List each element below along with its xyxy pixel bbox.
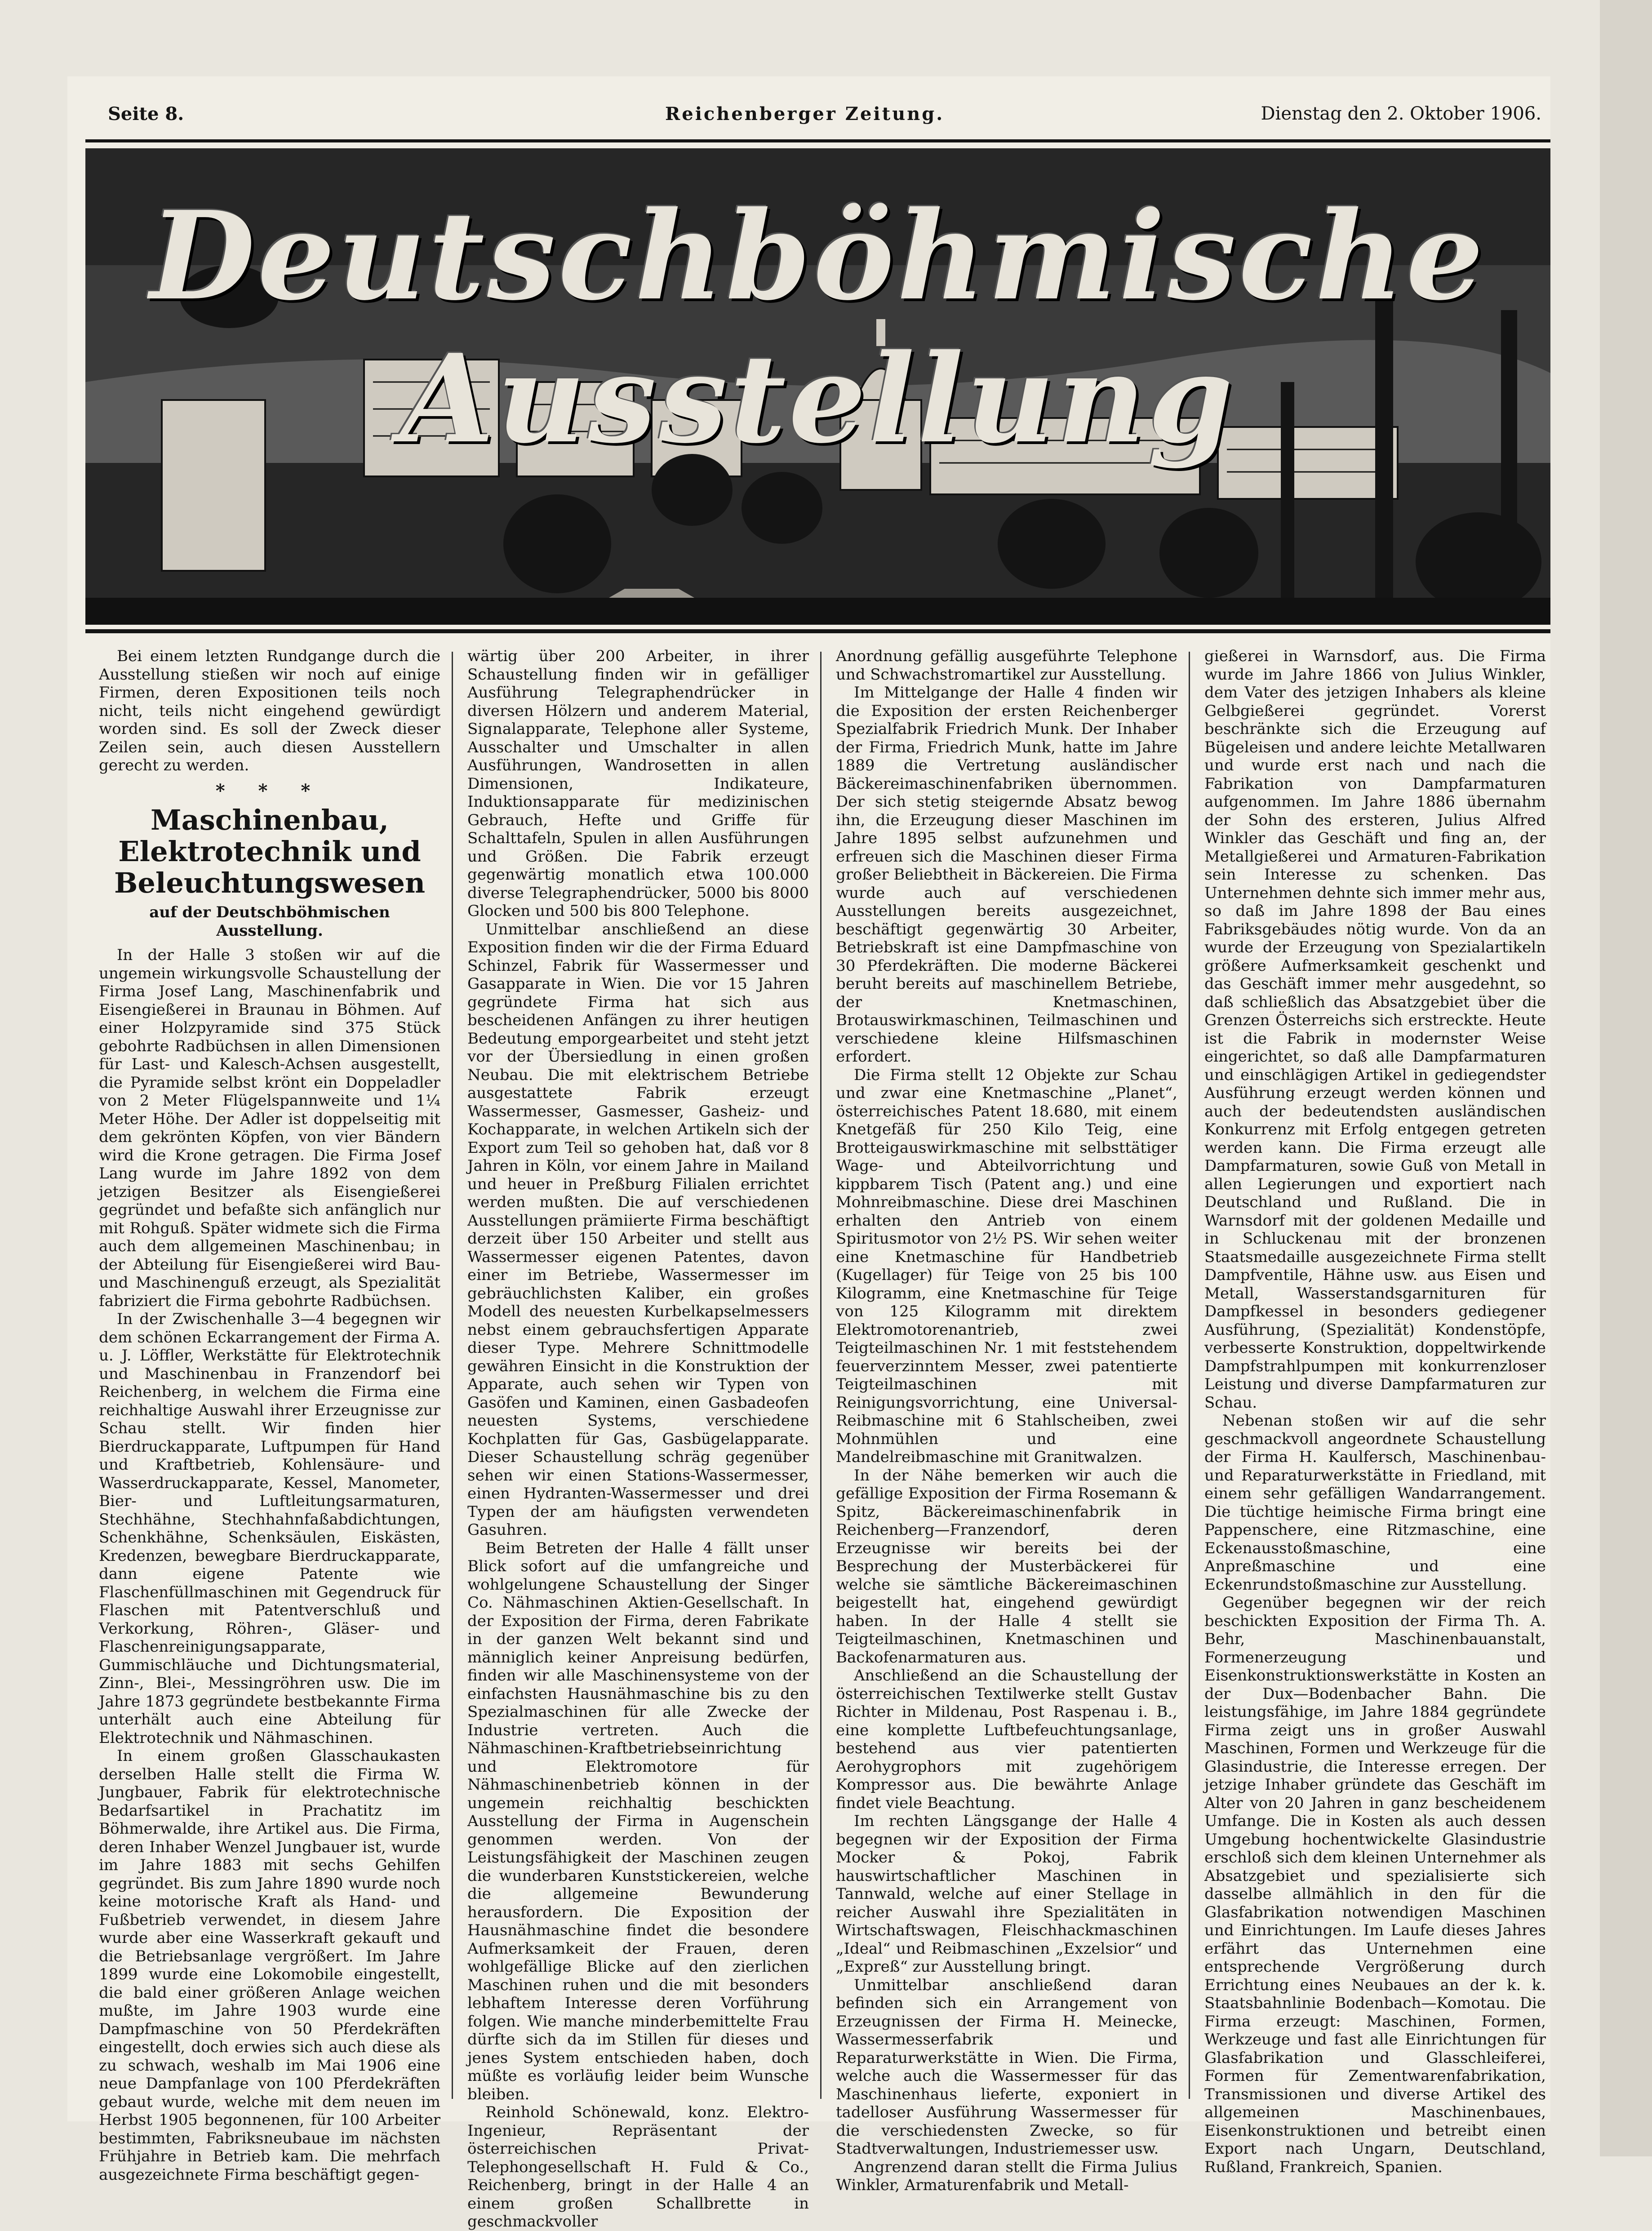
paragraph: In einem großen Glasschaukasten derselben Halle stellt die Firma W. Jungbauer, Fabrik für elektrotechnische Bedarfsartikel in Prachatitz im Böhmerwalde, ihre Artikel aus. Die Firma, deren Inhaber Wenzel Jungbauer ist, wurde im Jahre 1883 mit sechs Gehilfen gegründet. Bis zum Jahre 1890 wurde noch keine motorische Kraft als Hand- und Fußbetrieb verwendet, in diesem Jahre wurde aber eine Wasserkraft gekauft und die Betriebsanlage vergrößert. Im Jahre 1899 wurde eine Lokomobile eingestellt, die bald einer größeren Anlage weichen mußte, im Jahre 1903 wurde eine Dampfmaschine von 50 Pferdekräften eingestellt, doch erwies sich auch diese als zu schwach, weshalb im Mai 1906 eine neue Dampfanlage von 100 Pferdekräften gebaut wurde, welche mit dem neuen im Herbst 1905 begonnenen, für 100 Arbeiter bestimmten, Fabriksneubaue im nächsten Frühjahre in Betrieb kam. Die mehrfach ausgezeichnete Firma beschäftigt gegen- bbox=[99, 1747, 440, 2184]
paragraph: gießerei in Warnsdorf, aus. Die Firma wurde im Jahre 1866 von Julius Winkler, dem Vater des jetzigen Inhabers als kleine Gelbgießerei gegründet. Vorerst beschränkte sich die Erzeugung auf Bügeleisen und andere leichte Metallwaren und wurde erst nach und nach die Fabrikation von Dampfarmaturen aufgenommen. Im Jahre 1886 übernahm der Sohn des ersteren, Julius Alfred Winkler das Geschäft und fing an, der Metallgießerei und Armaturen-Fabrikation sein Interesse zu schenken. Das Unternehmen dehnte sich immer mehr aus, so daß im Jahre 1898 der Bau eines Fabriksgebäudes nötig wurde. Von da an wurde der Erzeugung von Spezialartikeln größere Aufmerksamkeit geschenkt und das Geschäft immer mehr ausgedehnt, so daß schließlich das Absatzgebiet über die Grenzen Österreichs sich erstreckte. Heute ist die Fabrik in modernster Weise eingerichtet, so daß alle Dampfarmaturen und einschlägigen Artikel in gediegendster Ausführung erzeugt werden können und auch der bedeutendsten ausländischen Konkurrenz mit Erfolg entgegen getreten werden kann. Die Firma erzeugt alle Dampfarmaturen, sowie Guß von Metall in allen Legierungen und exportiert nach Deutschland und Rußland. Die in Warnsdorf mit der goldenen Medaille und in Schluckenau mit der bronzenen Staatsmedaille ausgezeichnete Firma stellt Dampfventile, Hähne usw. aus Eisen und Metall, Wasserstandsgarnituren für Dampfkessel in besonders gediegener Ausführung, (Spezialität) Kondenstöpfe, verbesserte Konstruktion, doppeltwirkende Dampfstrahlpumpen mit konkurrenzloser Leistung und diverse Dampfarmaturen zur Schau. bbox=[1204, 647, 1546, 1412]
paragraph: In der Zwischenhalle 3—4 begegnen wir dem schönen Eckarrangement der Firma A. u. J. Löffler, Werkstätte für Elektrotechnik und Maschinenbau in Franzendorf bei Reichenberg, in welchem die Firma eine reichhaltige Auswahl ihrer Erzeugnisse zur Schau stellt. Wir finden hier Bierdruckapparate, Luftpumpen für Hand und Kraftbetrieb, Kohlensäure- und Wasserdruckapparate, Kessel, Manometer, Bier- und Luftleitungsarmaturen, Stechhähne, Stechhahnfaßabdichtungen, Schenkhähne, Schenksäulen, Eiskästen, Kredenzen, bewegbare Bierdruckapparate, dann eigene Patente wie Flaschenfüllmaschinen mit Gegendruck für Flaschen mit Patentverschluß und Verkorkung, Röhren-, Gläser- und Flaschenreinigungsapparate, Gummischläuche und Dichtungsmaterial, Zinn-, Blei-, Messingröhren usw. Die im Jahre 1873 gegründete bestbekannte Firma unterhält auch eine Abteilung für Elektrotechnik und Nähmaschinen. bbox=[99, 1310, 440, 1747]
newspaper-page bbox=[67, 76, 1550, 2231]
paragraph: Im rechten Längsgange der Halle 4 begegnen wir der Exposition der Firma Mocker & Pokoj, Fabrik hauswirtschaftlicher Maschinen in Tannwald, welche auf einer Stellage in reicher Auswahl ihre Spezialitäten in Wirtschaftswagen, Fleischhackmaschinen „Ideal“ und Reibmaschinen „Exzelsior“ und „Expreß“ zur Ausstellung bringt. bbox=[836, 1812, 1177, 1976]
newspaper-name: Reichenberger Zeitung. bbox=[665, 103, 945, 124]
issue-date: Dienstag den 2. Oktober 1906. bbox=[1261, 103, 1541, 124]
paragraph: Beim Betreten der Halle 4 fällt unser Blick sofort auf die umfangreiche und wohlgelungene Schaustellung der Singer Co. Nähmaschinen Aktien-Gesellschaft. In der Exposition der Firma, deren Fabrikate in der ganzen Welt bekannt sind und männiglich keiner Anpreisung bedürfen, finden wir alle Maschinensysteme von der einfachsten Hausnähmaschine bis zu den Spezialmaschinen für alle Zwecke der Industrie vertreten. Auch die Nähmaschinen-Kraftbetriebseinrichtung und Elektromotore für Nähmaschinenbetrieb können in der ungemein reichhaltig beschickten Ausstellung der Firma in Augenschein genommen werden. Von der Leistungsfähigkeit der Maschinen zeugen die wunderbaren Kunststickereien, welche die allgemeine Bewunderung herausfordern. Die Exposition der Hausnähmaschine findet die besondere Aufmerksamkeit der Frauen, deren wohlgefällige Blicke auf den zierlichen Maschinen ruhen und die mit besonders lebhaftem Interesse deren Vorführung folgen. Wie manche minderbemittelte Frau dürfte sich da im Stillen für dieses und jenes System entschieden haben, doch müßte es vorläufig leider beim Wunsche bleiben. bbox=[467, 1539, 809, 2103]
page-number: Seite 8. bbox=[108, 103, 184, 124]
paragraph: Reinhold Schönewald, konz. Elektro-Ingenieur, Repräsentant der österreichischen Privat-Telephongesellschaft H. Fuld & Co., Reichenberg, bringt in der Halle 4 an einem großen Schallbrette in geschmackvoller bbox=[467, 2103, 809, 2231]
paragraph: In der Nähe bemerken wir auch die gefällige Exposition der Firma Rosemann & Spitz, Bäckereimaschinenfabrik in Reichenberg—Franzendorf, deren Erzeugnisse wir bereits bei der Besprechung der Musterbäckerei für welche sie sämtliche Bäckereimaschinen beigestellt hat, eingehend gewürdigt haben. In der Halle 4 stellt sie Teigteilmaschinen, Knetmaschinen und Backofenarmaturen aus. bbox=[836, 1466, 1177, 1667]
column-divider bbox=[1189, 652, 1190, 2099]
paragraph: Anschließend an die Schaustellung der österreichischen Textilwerke stellt Gustav Richter in Mildenau, Post Raspenau i. B., eine komplette Luftbefeuchtungsanlage, bestehend aus vier patentierten Aerohygrophors mit zugehörigem Kompressor aus. Die bewährte Anlage findet viele Beachtung. bbox=[836, 1667, 1177, 1812]
column-4 bbox=[1204, 647, 1546, 2176]
article-columns bbox=[85, 647, 1550, 2231]
paragraph: Angrenzend daran stellt die Firma Julius Winkler, Armaturenfabrik und Metall- bbox=[836, 2158, 1177, 2194]
section-separator: * * * bbox=[215, 780, 324, 801]
column-3 bbox=[836, 647, 1177, 2194]
banner-title: Deutschböhmische Ausstellung bbox=[150, 184, 1486, 470]
paragraph: wärtig über 200 Arbeiter, in ihrer Schaustellung finden wir in gefälliger Ausführung Telegraphendrücker in diversen Hölzern und anderem Material, Signalapparate, Telephone aller Systeme, Ausschalter und Umschalter in allen Ausführungen, Wandrosetten in allen Dimensionen, Indikateure, Induktionsapparate für medizinischen Gebrauch, Hefte und Griffe für Schalttafeln, Spulen in allen Ausführungen und Größen. Die Fabrik erzeugt gegenwärtig monatlich etwa 100.000 diverse Telegraphendrücker, 5000 bis 8000 Glocken und 500 bis 800 Telephone. bbox=[467, 647, 809, 920]
paragraph: Nebenan stoßen wir auf die sehr geschmackvoll angeordnete Schaustellung der Firma H. Kaulfersch, Maschinenbau- und Reparaturwerkstätte in Friedland, mit einem sehr gefälligen Wandarrangement. Die tüchtige heimische Firma bringt eine Pappenschere, eine Ritzmaschine, eine Eckenausstoßmaschine, eine Anpreßmaschine und eine Eckenrundstoßmaschine zur Ausstellung. bbox=[1204, 1412, 1546, 1594]
paragraph: Unmittelbar anschließend an diese Exposition finden wir die der Firma Eduard Schinzel, Fabrik für Wassermesser und Gasapparate in Wien. Die vor 15 Jahren gegründete Firma hat sich aus bescheidenen Anfängen zu ihrer heutigen Bedeutung emporgearbeitet und steht jetzt vor der Übersiedlung in einen großen Neubau. Die mit elektrischem Betriebe ausgestattete Fabrik erzeugt Wassermesser, Gasmesser, Gasheiz- und Kochapparate, in welchen Artikeln sich der Export zum Teil so gehoben hat, daß vor 8 Jahren in Köln, vor einem Jahre in Mailand und heuer in Preßburg Filialen errichtet werden mußten. Die auf verschiedenen Ausstellungen prämiierte Firma beschäftigt derzeit über 150 Arbeiter und stellt aus Wassermesser eigenen Patentes, davon einer im Betriebe, Wassermesser im gebräuchlichsten Kaliber, ein großes Modell des neuesten Kurbelkapselmessers nebst einem gebrauchsfertigen Apparate dieser Type. Mehrere Schnittmodelle gewähren Einsicht in die Konstruktion der Apparate, auch sehen wir Typen von Gasöfen und Kaminen, einen Gasbadeofen neuesten Systems, verschiedene Kochplatten für Gas, Gasbügelapparate. Dieser Schaustellung schräg gegenüber sehen wir einen Stations-Wassermesser, einen Hydranten-Wassermesser und drei Typen der am häufigsten verwendeten Gasuhren. bbox=[467, 920, 809, 1539]
column-divider bbox=[820, 652, 822, 2099]
section-heading: Maschinenbau, Elektrotechnik und Beleuchtungswesen bbox=[114, 804, 426, 899]
column-2 bbox=[467, 647, 809, 2231]
section-subheading: auf der Deutschböhmischen Ausstellung. bbox=[149, 903, 390, 940]
exhibition-banner-illustration bbox=[85, 148, 1550, 625]
paragraph: Im Mittelgange der Halle 4 finden wir die Exposition der ersten Reichenberger Spezialfabrik Friedrich Munk. Der Inhaber der Firma, Friedrich Munk, hatte im Jahre 1889 die Vertretung ausländischer Bäckereimaschinenfabriken übernommen. Der sich stetig steigernde Absatz bewog ihn, die Erzeugung dieser Maschinen im Jahre 1895 selbst aufzunehmen und erfreuen sich die Maschinen dieser Firma großer Beliebtheit in Bäckereien. Die Firma wurde auch auf verschiedenen Ausstellungen bereits ausgezeichnet, beschäftigt gegenwärtig 30 Arbeiter, Betriebskraft ist eine Dampfmaschine von 30 Pferdekräften. Die moderne Bäckerei beruht bereits auf maschinellem Betriebe, der Knetmaschinen, Brotauswirkmaschinen, Teilmaschinen und verschiedene kleine Hilfsmaschinen erfordert. bbox=[836, 684, 1177, 1066]
top-rule bbox=[85, 139, 1550, 142]
masthead bbox=[67, 94, 1550, 139]
paragraph: Unmittelbar anschließend daran befinden sich ein Arrangement von Erzeugnissen der Firma H. Meinecke, Wassermesserfabrik und Reparaturwerkstätte in Wien. Die Firma, welche auch die Wassermesser für das Maschinenhaus lieferte, exponiert in tadelloser Ausführung Wassermesser für die verschiedensten Zwecke, so für Stadtverwaltungen, Industriemesser usw. bbox=[836, 1976, 1177, 2158]
banner-bottom-rule bbox=[85, 629, 1550, 633]
paragraph: Gegenüber begegnen wir der reich beschickten Exposition der Firma Th. A. Behr, Maschinenbauanstalt, Formenerzeugung und Eisenkonstruktionswerkstätte in Kosten an der Dux—Bodenbacher Bahn. Die leistungsfähige, im Jahre 1884 gegründete Firma zeigt uns in großer Auswahl Maschinen, Formen und Werkzeuge für die Glasindustrie, die Interesse erregen. Der jetzige Inhaber gründete das Geschäft im Alter von 20 Jahren in ganz bescheidenem Umfange. Die in Kosten als auch dessen Umgebung hochentwickelte Glasindustrie erschloß sich dem kleinen Unternehmer als Absatzgebiet und spezialisierte sich dasselbe allmählich in den für die Glasfabrikation notwendigen Maschinen und Einrichtungen. Im Laufe dieses Jahres erfährt das Unternehmen eine entsprechende Vergrößerung durch Errichtung eines Neubaues an der k. k. Staatsbahnlinie Bodenbach—Komotau. Die Firma erzeugt: Maschinen, Formen, Werkzeuge und fast alle Einrichtungen für Glasfabrikation und Glasschleiferei, Formen für Zementwarenfabrikation, Transmissionen und diverse Artikel des allgemeinen Maschinenbaues, Eisenkonstruktionen und betreibt einen Export nach Ungarn, Deutschland, Rußland, Frankreich, Spanien. bbox=[1204, 1594, 1546, 2176]
column-divider bbox=[452, 652, 453, 2099]
intro-paragraph: Bei einem letzten Rundgange durch die Ausstellung stießen wir noch auf einige Firmen, deren Expositionen teils noch nicht, teils nicht eingehend gewürdigt worden sind. Es soll der Zweck dieser Zeilen sein, auch diesen Ausstellern gerecht zu werden. bbox=[99, 647, 440, 774]
column-1 bbox=[99, 647, 440, 2184]
paragraph: Anordnung gefällig ausgeführte Telephone und Schwachstromartikel zur Ausstellung. bbox=[836, 647, 1177, 684]
paragraph: Die Firma stellt 12 Objekte zur Schau und zwar eine Knetmaschine „Planet“, österreichisches Patent 18.680, mit einem Knetgefäß für 250 Kilo Teig, eine Brotteigauswirkmaschine mit selbsttätiger Wage- und Abteilvorrichtung und kippbarem Tisch (Patent ang.) und eine Mohnreibmaschine. Diese drei Maschinen erhalten den Antrieb von einem Spiritusmotor von 2½ PS. Wir sehen weiter eine Knetmaschine für Handbetrieb (Kugellager) für Teige von 25 bis 100 Kilogramm, eine Knetmaschine für Teige von 125 Kilogramm mit direktem Elektromotorenantrieb, zwei Teigteilmaschinen Nr. 1 mit feststehendem feuerverzinntem Messer, zwei patentierte Teigteilmaschinen mit Reinigungsvorrichtung, eine Universal-Reibmaschine mit 6 Stahlscheiben, zwei Mohnmühlen und eine Mandelreibmaschine mit Granitwalzen. bbox=[836, 1066, 1177, 1466]
paragraph: In der Halle 3 stoßen wir auf die ungemein wirkungsvolle Schaustellung der Firma Josef Lang, Maschinenfabrik und Eisengießerei in Braunau in Böhmen. Auf einer Holzpyramide sind 375 Stück gebohrte Radbüchsen in allen Dimensionen für Last- und Kalesch-Achsen ausgestellt, die Pyramide selbst krönt ein Doppeladler von 2 Meter Flügelspannweite und 1¼ Meter Höhe. Der Adler ist doppelseitig mit dem gekrönten Köpfen, von vier Bändern wird die Krone getragen. Die Firma Josef Lang wurde im Jahre 1892 von dem jetzigen Besitzer als Eisengießerei gegründet und befaßte sich anfänglich nur mit Rohguß. Später widmete sich die Firma auch dem allgemeinen Maschinenbau; in der Abteilung für Eisengießerei wird Bau- und Maschinenguß erzeugt, als Spezialität fabriziert die Firma gebohrte Radbüchsen. bbox=[99, 946, 440, 1310]
page-edge bbox=[1600, 0, 1652, 2156]
